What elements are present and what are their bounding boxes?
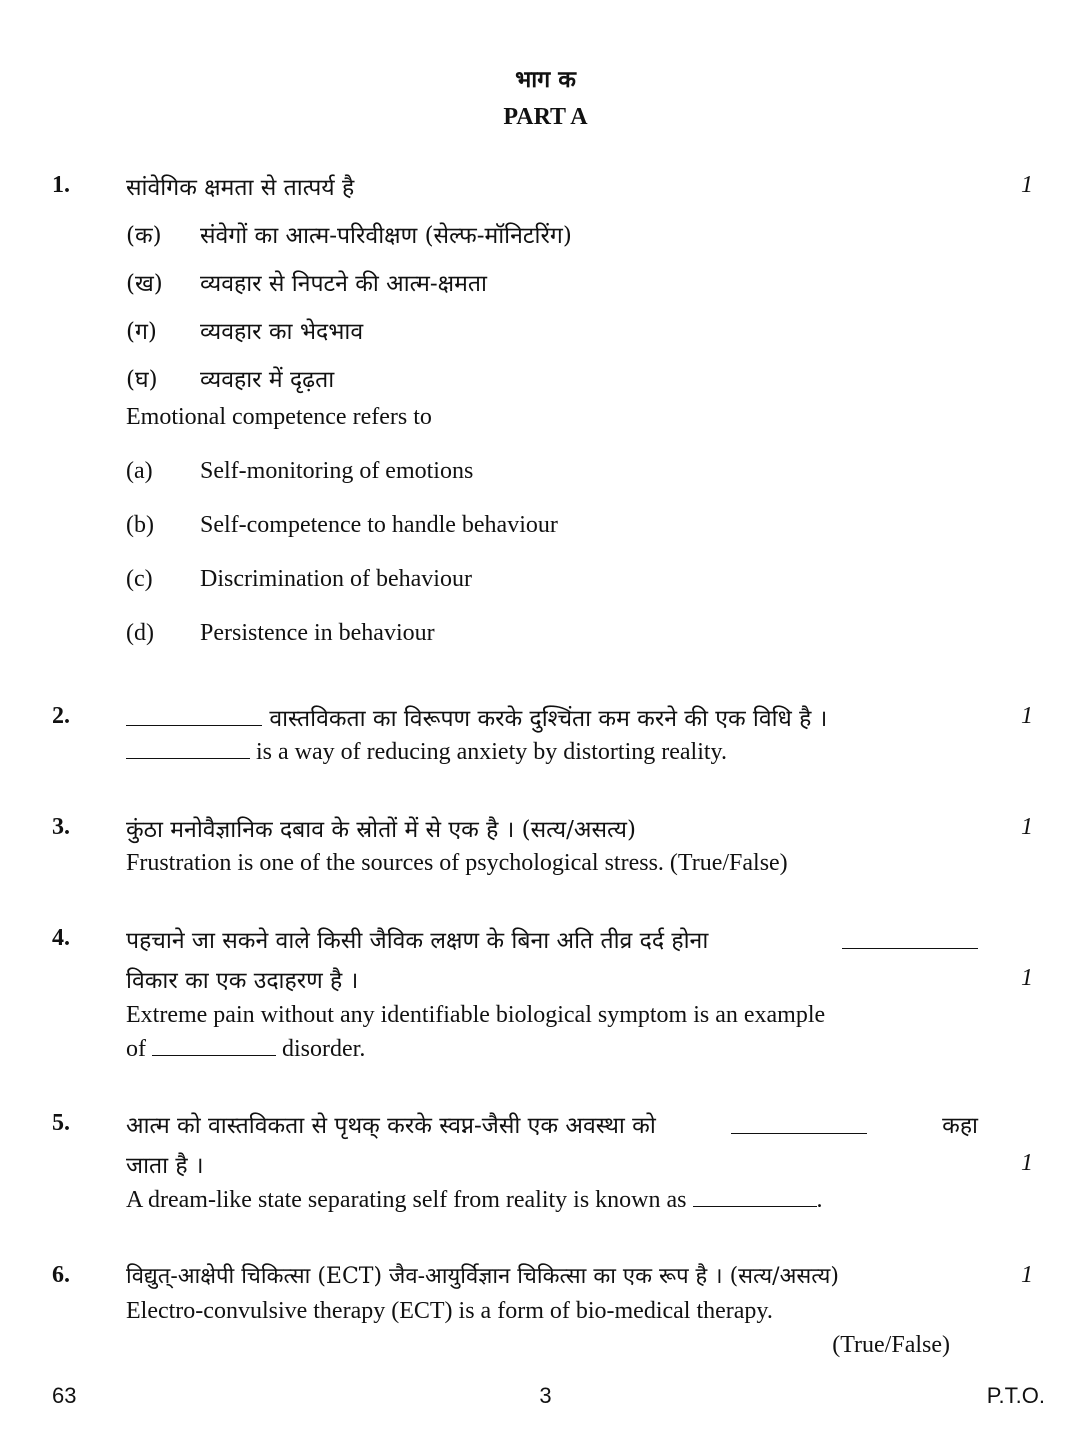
question-number: 4.: [52, 925, 70, 951]
paper-code: 63: [52, 1383, 77, 1408]
option-label: (घ): [126, 367, 158, 393]
option-label: (ग): [126, 319, 157, 345]
option-label: (ख): [126, 271, 163, 297]
question-number: 6.: [52, 1262, 70, 1288]
answer-blank: [126, 724, 262, 726]
question-text-english: Extreme pain without any identifiable biological symptom is an example: [126, 1002, 826, 1028]
option-text: व्यवहार में दृढ़ता: [200, 367, 335, 393]
option-english: [126, 512, 558, 539]
option-label: (b): [126, 512, 154, 538]
option-label: (a): [126, 458, 153, 484]
option-text: Self-competence to handle behaviour: [200, 512, 558, 538]
option-text: Discrimination of behaviour: [200, 566, 472, 592]
option-label: (क): [126, 223, 162, 249]
answer-blank: [693, 1205, 817, 1207]
page-number: 3: [539, 1383, 552, 1408]
question-number: 5.: [52, 1110, 70, 1136]
question-marks: 1: [1021, 1150, 1033, 1176]
option-text: संवेगों का आत्म-परिवीक्षण (सेल्फ-मॉनिटरिंग): [200, 223, 572, 249]
option-text: व्यवहार से निपटने की आत्म-क्षमता: [200, 271, 487, 297]
option-english: [126, 458, 473, 485]
question-text-hindi: जाता है ।: [126, 1153, 204, 1179]
question-text-english: [126, 739, 727, 766]
option-text: Self-monitoring of emotions: [200, 458, 474, 484]
part-title-english: PART A: [503, 104, 588, 130]
question-text-hindi: सांवेगिक क्षमता से तात्पर्य है: [126, 175, 355, 201]
question-text-english: Emotional competence refers to: [126, 404, 432, 430]
question-marks: 1: [1021, 965, 1033, 991]
question-text: .: [816, 1187, 823, 1213]
option-hindi: [126, 218, 572, 250]
question-text-english-tail: (True/False): [832, 1332, 950, 1358]
option-label: (c): [126, 566, 153, 592]
question-text: कहा: [942, 1113, 978, 1139]
please-turn-over: P.T.O.: [986, 1383, 1045, 1408]
option-hindi: [126, 266, 487, 298]
answer-blank: [842, 947, 978, 949]
question-text-english: [126, 1036, 365, 1063]
question-marks: 1: [1021, 814, 1033, 840]
question-text: आत्म को वास्तविकता से पृथक् करके स्वप्न-जैसी एक अवस्था को: [126, 1113, 656, 1139]
question-marks: 1: [1021, 703, 1033, 729]
question-text-hindi: [126, 1108, 978, 1140]
question-text-hindi: कुंठा मनोवैज्ञानिक दबाव के स्रोतों में से एक है । (सत्य/असत्य): [126, 817, 636, 843]
option-text: व्यवहार का भेदभाव: [200, 319, 364, 345]
question-number: 3.: [52, 814, 70, 840]
question-marks: 1: [1021, 172, 1033, 198]
question-text: वास्तविकता का विरूपण करके दुश्चिंता कम करने की एक विधि है ।: [269, 706, 828, 732]
question-text-english: Electro-convulsive therapy (ECT) is a form of bio-medical therapy.: [126, 1298, 773, 1324]
option-hindi: [126, 314, 363, 346]
answer-blank: [731, 1132, 867, 1134]
question-text: A dream-like state separating self from reality is known as: [126, 1187, 687, 1213]
question-text-hindi: विकार का एक उदाहरण है ।: [126, 968, 359, 994]
option-english: [126, 566, 472, 593]
question-text-hindi: विद्युत्-आक्षेपी चिकित्सा (ECT) जैव-आयुर्विज्ञान चिकित्सा का एक रूप है । (सत्य/असत्य): [126, 1264, 839, 1289]
option-text: Persistence in behaviour: [200, 620, 435, 646]
question-text-hindi: [126, 923, 978, 955]
question-number: 2.: [52, 703, 70, 729]
question-text-english: Frustration is one of the sources of psychological stress. (True/False): [126, 850, 788, 876]
question-number: 1.: [52, 172, 70, 198]
question-text: पहचाने जा सकने वाले किसी जैविक लक्षण के बिना अति तीव्र दर्द होना: [126, 928, 709, 954]
question-marks: 1: [1021, 1262, 1033, 1288]
option-english: [126, 620, 435, 647]
question-text: disorder.: [282, 1036, 366, 1062]
option-hindi: [126, 362, 334, 394]
option-label: (d): [126, 620, 154, 646]
part-title-hindi: भाग क: [515, 66, 576, 93]
question-text-english: [126, 1187, 823, 1214]
question-text: of: [126, 1036, 146, 1062]
answer-blank: [126, 757, 250, 759]
question-text: is a way of reducing anxiety by distorting reality.: [256, 739, 727, 765]
answer-blank: [152, 1054, 276, 1056]
question-text-hindi: [126, 701, 827, 733]
